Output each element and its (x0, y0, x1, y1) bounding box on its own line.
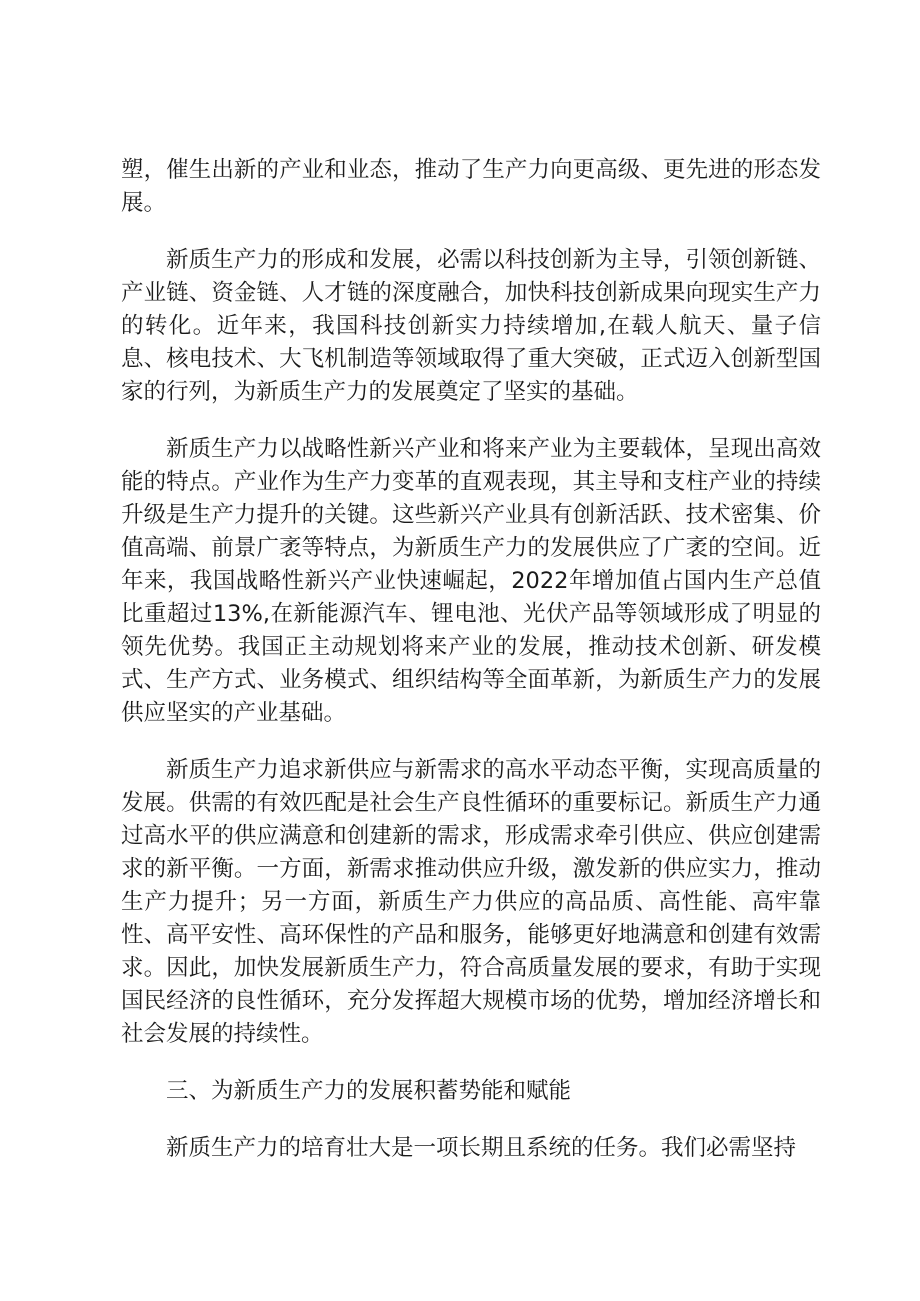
paragraph-continuation: 塑，催生出新的产业和业态，推动了生产力向更高级、更先进的形态发展。 (121, 157, 821, 216)
document-body (121, 154, 821, 1189)
paragraph-tech-innovation: 新质生产力的形成和发展，必需以科技创新为主导，引领创新链、产业链、资金链、人才链的深度融合，加快科技创新成果向现实生产力的转化。近年来，我国科技创新实力持续增加,在载人航天、量子信息、核电技术、大飞机制造等领域取得了重大突破，正式迈入创新型国家的行列，为新质生产力的发展奠定了坚实的基础。 (121, 247, 821, 405)
section-heading: 三、为新质生产力的发展积蓄势能和赋能 (166, 1078, 572, 1104)
paragraph-final: 新质生产力的培育壮大是一项长期且系统的任务。我们必需坚持 (166, 1135, 797, 1161)
paragraph-supply-demand: 新质生产力追求新供应与新需求的高水平动态平衡，实现高质量的发展。供需的有效匹配是社会生产良性循环的重要标记。新质生产力通过高水平的供应满意和创建新的需求，形成需求牵引供应、供应创建需求的新平衡。一方面，新需求推动供应升级，激发新的供应实力，推动生产力提升；另一方面，新质生产力供应的高品质、高性能、高牢靠性、高平安性、高环保性的产品和服务，能够更好地满意和创建有效需求。因此，加快发展新质生产力，符合高质量发展的要求，有助于实现国民经济的良性循环，充分发挥超大规模市场的优势，增加经济增长和社会发展的持续性。 (121, 757, 821, 1047)
paragraph-emerging-industries: 新质生产力以战略性新兴产业和将来产业为主要载体，呈现出高效能的特点。产业作为生产力变革的直观表现，其主导和支柱产业的持续升级是生产力提升的关键。这些新兴产业具有创新活跃、技术密集、价值高端、前景广袤等特点，为新质生产力的发展供应了广袤的空间。近年来，我国战略性新兴产业快速崛起，2022年增加值占国内生产总值比重超过13%,在新能源汽车、锂电池、光伏产品等领域形成了明显的领先优势。我国正主动规划将来产业的发展，推动技术创新、研发模式、生产方式、业务模式、组织结构等全面革新，为新质生产力的发展供应坚实的产业基础。 (121, 436, 821, 726)
